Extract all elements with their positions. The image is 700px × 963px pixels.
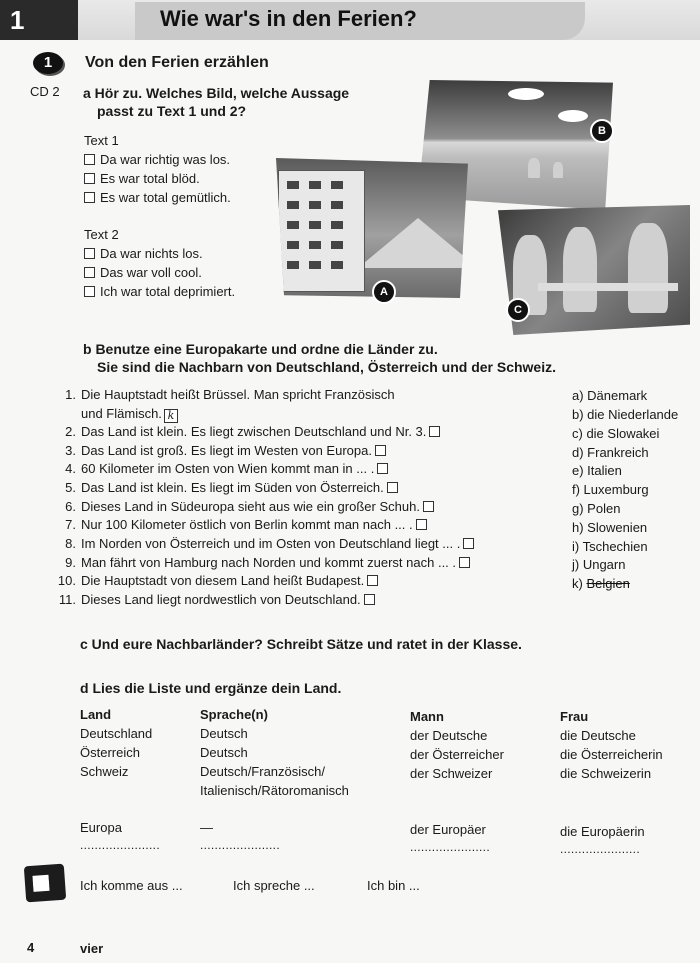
table-cell: der Europäer	[410, 822, 486, 837]
answer-box[interactable]	[367, 575, 378, 586]
table-cell: die Europäerin	[560, 824, 645, 839]
question-item: 3. Das Land ist groß. Es liegt im Westen von Europa.	[48, 443, 548, 458]
checkbox[interactable]	[84, 192, 95, 203]
country-option: c) die Slowakei	[572, 426, 660, 441]
blank-sprache[interactable]: ......................	[200, 838, 280, 852]
table-cell: der Deutsche der Österreicher der Schweizer	[410, 728, 504, 781]
task-b-instruction: b Benutze eine Europakarte und ordne die Länder zu. Sie sind die Nachbarn von Deutschland, Österreich und der Schweiz.	[83, 341, 556, 375]
question-item: 7. Nur 100 Kilometer östlich von Berlin kommt man nach ... .	[48, 517, 548, 532]
checkbox[interactable]	[84, 173, 95, 184]
country-option: a) Dänemark	[572, 388, 648, 403]
page-number-word: vier	[80, 941, 104, 956]
blank-frau[interactable]: ......................	[560, 842, 640, 856]
answer-box[interactable]	[375, 445, 386, 456]
column-header-mann: Mann	[410, 709, 444, 724]
question-item: 10. Die Hauptstadt von diesem Land heißt Budapest.	[48, 573, 548, 588]
text1-option[interactable]: Da war richtig was los.	[84, 152, 230, 167]
phrase: Ich bin ...	[367, 878, 420, 893]
blank-mann[interactable]: ......................	[410, 840, 490, 854]
table-cell: Deutsch Deutsch Deutsch/Französisch/ Italienisch/Rätoromanisch	[200, 726, 349, 798]
country-option: b) die Niederlande	[572, 407, 679, 422]
country-option: d) Frankreich	[572, 445, 649, 460]
text2-label: Text 2	[84, 227, 119, 242]
photo-b-marker: B	[590, 119, 614, 143]
cd-track-label: CD 2	[30, 84, 60, 99]
country-option-used: k) Belgien	[572, 576, 630, 591]
section-title: Von den Ferien erzählen	[85, 54, 269, 71]
page-title: Wie war's in den Ferien?	[160, 6, 417, 31]
question-item: 1. Die Hauptstadt heißt Brüssel. Man spricht Französisch und Flämisch. k	[65, 387, 395, 422]
section-badge: 1	[33, 52, 63, 74]
question-item: 9. Man fährt von Hamburg nach Norden und kommt zuerst nach ... .	[48, 555, 548, 570]
answer-box[interactable]	[463, 538, 474, 549]
answer-box[interactable]	[416, 519, 427, 530]
text1-label: Text 1	[84, 133, 119, 148]
phrase: Ich spreche ...	[233, 878, 315, 893]
question-item: 5. Das Land ist klein. Es liegt im Süden von Österreich.	[48, 480, 548, 495]
answer-box[interactable]	[364, 594, 375, 605]
photo-hotel	[268, 158, 468, 298]
task-a-instruction: a Hör zu. Welches Bild, welche Aussage passt zu Text 1 und 2?	[83, 85, 350, 119]
checkbox[interactable]	[84, 154, 95, 165]
table-cell: —	[200, 820, 213, 835]
checkbox[interactable]	[84, 248, 95, 259]
blank-land[interactable]: ......................	[80, 838, 160, 852]
answer-box[interactable]	[459, 557, 470, 568]
phrase: Ich komme aus ...	[80, 878, 183, 893]
task-c-instruction: c Und eure Nachbarländer? Schreibt Sätze und ratet in der Klasse.	[80, 636, 522, 652]
country-option: j) Ungarn	[572, 557, 626, 572]
question-item: 4. 60 Kilometer im Osten von Wien kommt man in ... .	[48, 461, 548, 476]
task-d-instruction: d Lies die Liste und ergänze dein Land.	[80, 680, 342, 696]
country-option: i) Tschechien	[572, 539, 648, 554]
photo-a-marker: A	[372, 280, 396, 304]
question-item: 2. Das Land ist klein. Es liegt zwischen Deutschland und Nr. 3.	[48, 424, 548, 439]
answer-box[interactable]	[387, 482, 398, 493]
table-cell: die Deutsche die Österreicherin die Schweizerin	[560, 728, 663, 781]
chapter-number: 1	[0, 0, 78, 40]
answer-box[interactable]	[429, 426, 440, 437]
checkbox[interactable]	[84, 267, 95, 278]
checkbox[interactable]	[84, 286, 95, 297]
answer-box[interactable]: k	[164, 409, 178, 423]
text2-option[interactable]: Da war nichts los.	[84, 246, 203, 261]
text2-option[interactable]: Das war voll cool.	[84, 265, 202, 280]
text1-option[interactable]: Es war total gemütlich.	[84, 190, 231, 205]
text1-option[interactable]: Es war total blöd.	[84, 171, 200, 186]
page-number: 4	[27, 940, 35, 955]
country-option: e) Italien	[572, 463, 622, 478]
text2-option[interactable]: Ich war total deprimiert.	[84, 284, 235, 299]
column-header-frau: Frau	[560, 709, 589, 724]
photo-c-marker: C	[506, 298, 530, 322]
column-header-land: Land	[80, 707, 112, 722]
country-option: f) Luxemburg	[572, 482, 649, 497]
table-cell: Deutschland Österreich Schweiz	[80, 726, 153, 779]
answer-box[interactable]	[423, 501, 434, 512]
speech-icon	[24, 864, 66, 903]
answer-box[interactable]	[377, 463, 388, 474]
question-item: 11. Dieses Land liegt nordwestlich von Deutschland.	[48, 592, 548, 607]
question-item: 6. Dieses Land in Südeuropa sieht aus wie ein großer Schuh.	[48, 499, 548, 514]
question-item: 8. Im Norden von Österreich und im Osten von Deutschland liegt ... .	[48, 536, 548, 551]
table-cell: Europa	[80, 820, 122, 835]
country-option: h) Slowenien	[572, 520, 648, 535]
country-option: g) Polen	[572, 501, 621, 516]
column-header-sprache: Sprache(n)	[200, 707, 268, 722]
